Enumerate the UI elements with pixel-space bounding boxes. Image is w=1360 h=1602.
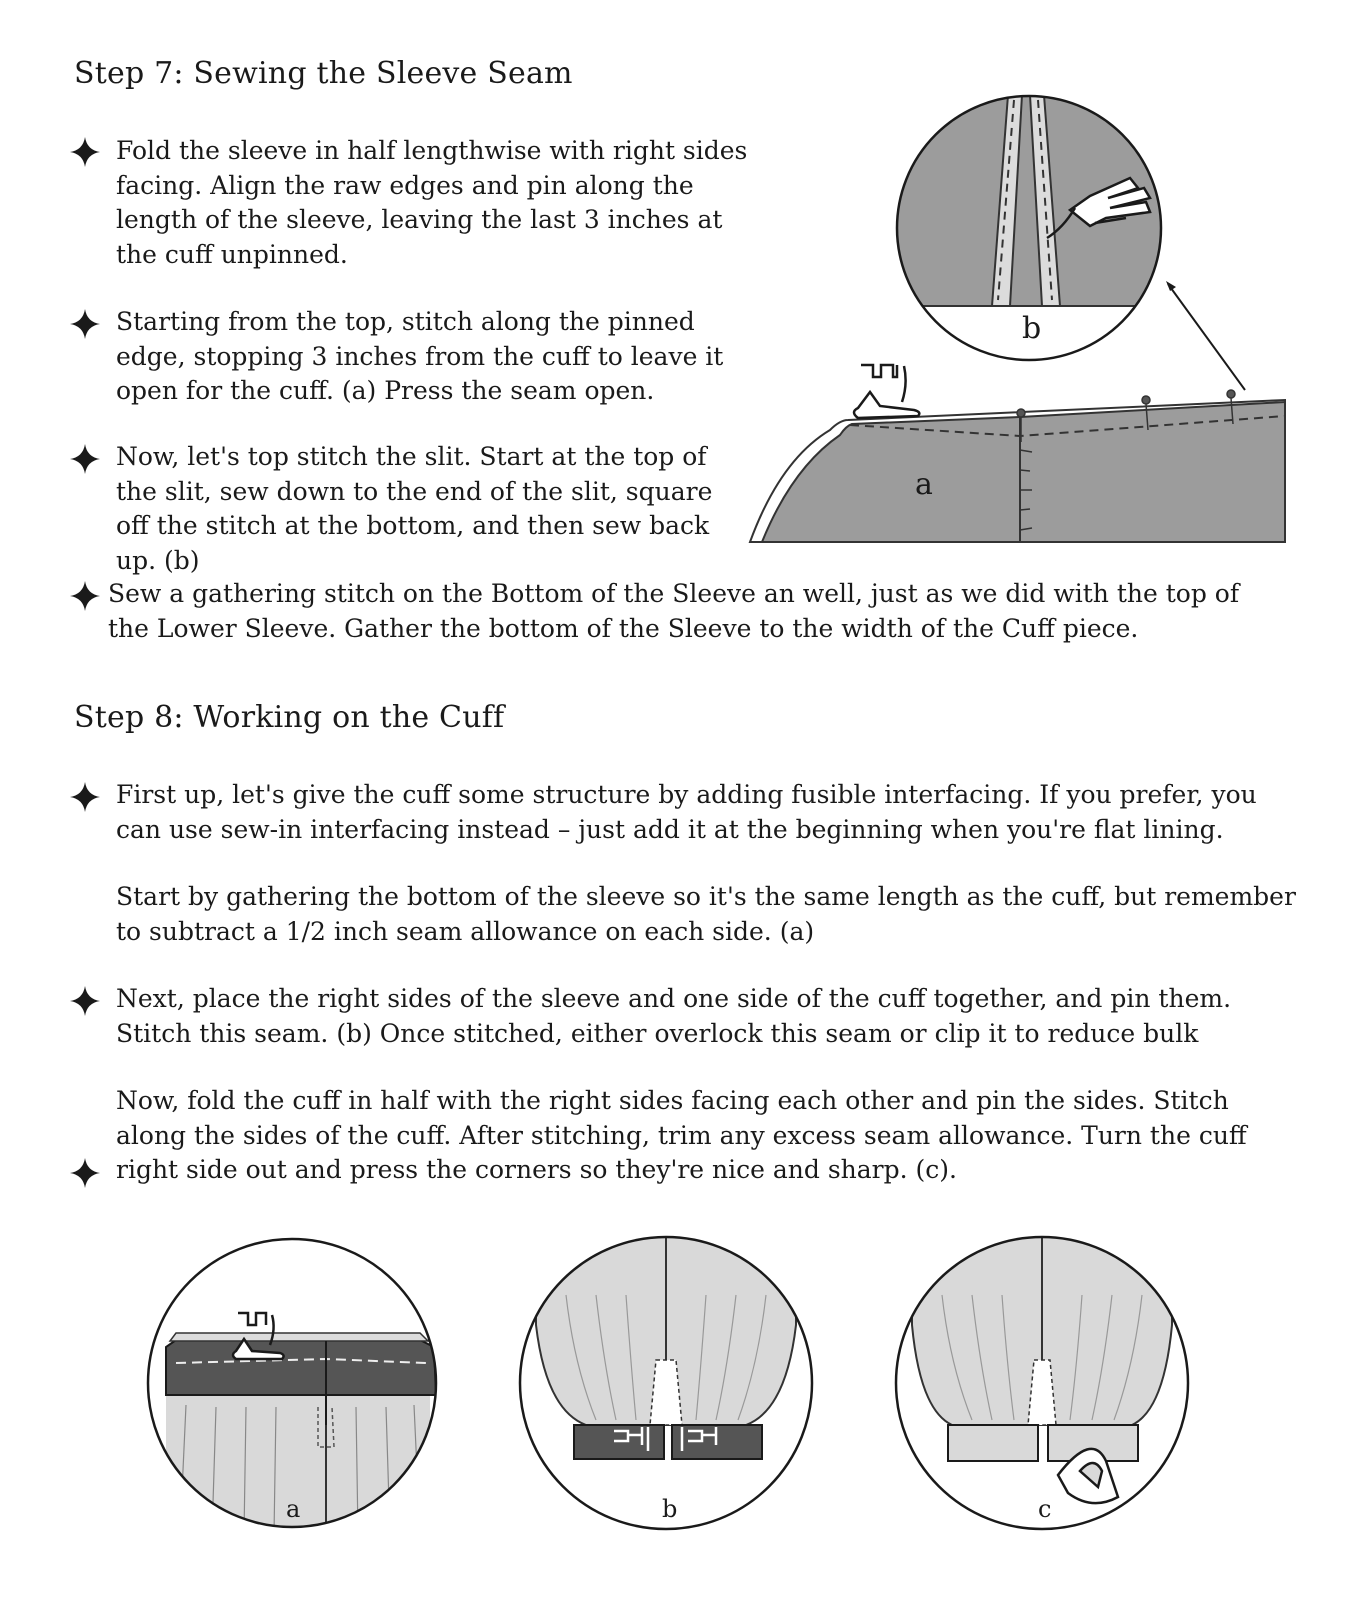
step7-bullet-3: Now, let's top stitch the slit. Start at the top of the slit, sew down to the end of the slit, square off the stitch at the bottom, and then sew back up. (b)	[116, 442, 713, 575]
sleeve-seam-illustration	[740, 90, 1300, 550]
bullet-star-icon	[70, 137, 100, 167]
bullet-star-icon	[70, 1158, 100, 1188]
figure-label-c: c	[1038, 1495, 1052, 1523]
presser-foot-icon	[854, 365, 919, 418]
cuff-figure-b	[516, 1235, 816, 1535]
bullet-star-icon	[70, 444, 100, 474]
step7-bullet-2: Starting from the top, stitch along the pinned edge, stopping 3 inches from the cuff to leave it open for the cuff. (a) Press the seam open.	[116, 307, 724, 405]
figure-label-b: b	[1022, 311, 1042, 346]
cuff-figure-c	[892, 1235, 1192, 1535]
bullet-star-icon	[70, 986, 100, 1016]
figure-label-a: a	[286, 1495, 301, 1523]
bullet-star-icon	[70, 309, 100, 339]
cuff-figure-a	[146, 1235, 446, 1535]
bullet-star-icon	[70, 581, 100, 611]
figure-label-a: a	[915, 467, 933, 502]
step8-paragraph-1: First up, let's give the cuff some structure by adding fusible interfacing. If you prefer, you can use sew-in interfacing instead – just add it at the beginning when you're flat lining.	[116, 780, 1257, 844]
step7-bullet-1: Fold the sleeve in half lengthwise with right sides facing. Align the raw edges and pin along the length of the sleeve, leaving the last 3 inches at the cuff unpinned.	[116, 136, 748, 269]
step7-bullet-4: Sew a gathering stitch on the Bottom of the Sleeve an well, just as we did with the top of the Lower Sleeve. Gather the bottom of the Sleeve to the width of the Cuff piece.	[108, 579, 1240, 643]
step8-paragraph-2: Start by gathering the bottom of the sleeve so it's the same length as the cuff, but remember to subtract a 1/2 inch seam allowance on each side. (a)	[116, 882, 1296, 946]
figure-label-b: b	[662, 1495, 678, 1523]
step7-title: Step 7: Sewing the Sleeve Seam	[74, 56, 573, 91]
bullet-star-icon	[70, 782, 100, 812]
step8-paragraph-4: Now, fold the cuff in half with the right sides facing each other and pin the sides. Stitch along the sides of the cuff. After stitching, trim any excess seam allowance. Turn the cuff right side out and press the corners so they're nice and sharp. (c).	[116, 1086, 1247, 1184]
step8-paragraph-3: Next, place the right sides of the sleeve and one side of the cuff together, and pin them. Stitch this seam. (b) Once stitched, either overlock this seam or clip it to reduce bulk	[116, 984, 1232, 1048]
step8-title: Step 8: Working on the Cuff	[74, 700, 505, 735]
